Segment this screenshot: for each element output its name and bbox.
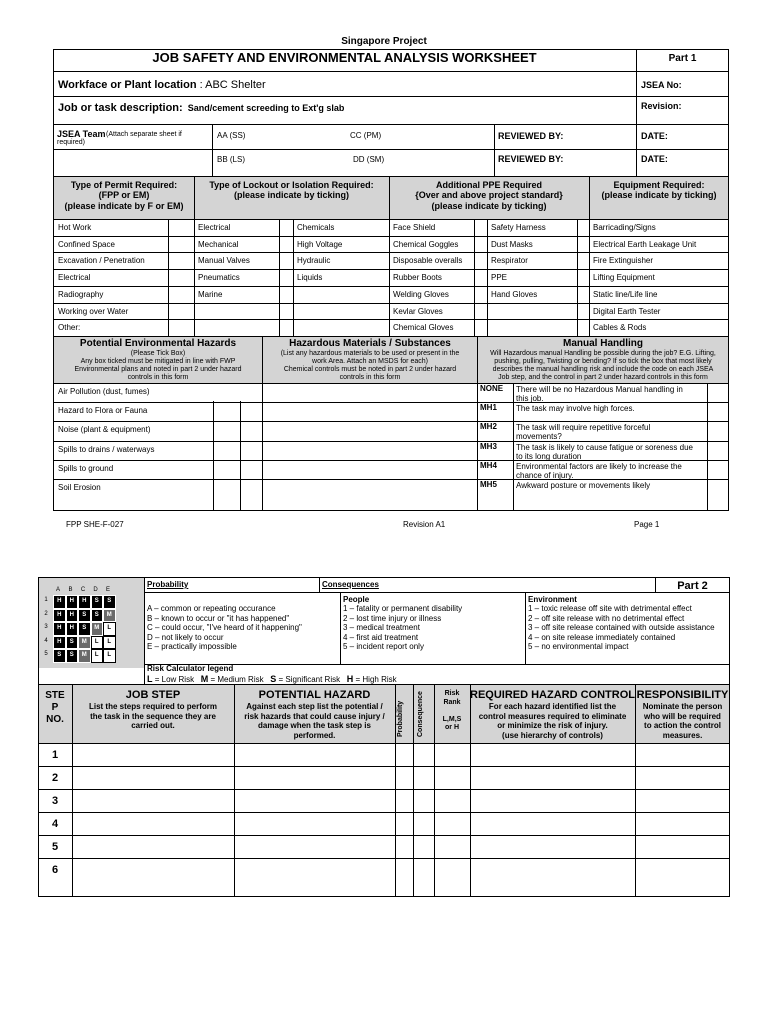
permit-checkbox[interactable] <box>168 269 194 286</box>
ppe-checkbox[interactable] <box>577 236 589 253</box>
env-hazard-item: Soil Erosion <box>58 483 101 492</box>
equipment-item: Cables & Rods <box>593 323 647 333</box>
manual-checkbox[interactable] <box>707 421 728 440</box>
permit-checkbox[interactable] <box>168 236 194 253</box>
responsibility-field[interactable] <box>635 835 730 858</box>
manual-code: MH5 <box>480 480 497 489</box>
responsibility-field[interactable] <box>635 812 730 835</box>
env-hazard-checkbox[interactable] <box>213 460 240 479</box>
lockout-item: Pneumatics <box>198 273 240 283</box>
env-hazard-checkbox[interactable] <box>213 421 240 440</box>
permit-checkbox[interactable] <box>168 303 194 320</box>
manual-checkbox[interactable] <box>707 479 728 498</box>
team-dd: DD (SM) <box>353 155 385 164</box>
matrix-row-label: 4 <box>44 637 48 644</box>
col-control-desc: For each hazard identified list the control measures required to eliminate or minimize the risk of injury. (use hierarchy of controls) <box>478 702 627 740</box>
task-row <box>58 102 344 115</box>
matrix-cell: S <box>78 622 91 636</box>
control-field[interactable] <box>470 743 635 766</box>
col-hazard-desc: Against each step list the potential / risk hazards that could cause injury / damage when the task step is performed. <box>244 702 385 740</box>
hazmat-entry-field[interactable] <box>263 441 477 460</box>
form-revision: Revision A1 <box>403 520 446 529</box>
col-job-step-title: JOB STEP <box>125 689 181 701</box>
manual-description: Environmental factors are likely to increase the <box>516 461 682 471</box>
jsea-no-label: JSEA No: <box>641 80 682 90</box>
matrix-cell: H <box>66 595 79 609</box>
permit-item: Other: <box>58 323 81 333</box>
matrix-cell: H <box>66 622 79 636</box>
permit-item: Excavation / Penetration <box>58 256 145 266</box>
lockout-item: Chemicals <box>297 223 335 232</box>
team-note: (Attach separate sheet if required) <box>57 131 182 146</box>
ppe-header: Additional PPE Required {Over and above project standard} (please indicate by ticking) <box>415 180 563 211</box>
col-step-no: STE P NO. <box>45 690 65 725</box>
control-field[interactable] <box>470 858 635 881</box>
ppe-checkbox[interactable] <box>474 319 487 336</box>
ppe-item: PPE <box>491 273 508 283</box>
manual-description: The task may involve high forces. <box>516 404 635 414</box>
col-consequence: Consequence <box>417 691 424 737</box>
ppe-item: Safety Harness <box>491 223 546 232</box>
equipment-item: Lifting Equipment <box>593 273 655 283</box>
control-field[interactable] <box>470 766 635 789</box>
manual-description: The task will require repetitive forceful <box>516 423 651 433</box>
ppe-checkbox[interactable] <box>577 286 589 303</box>
probability-list: A – common or repeating occurance B – known to occur or "it has happened" C – could occur, "I've heard of it happening" D – not likely to occur E – practically impossible <box>147 604 302 651</box>
team-bb: BB (LS) <box>217 155 246 164</box>
col-risk-rank: Risk Rank L,M,S or H <box>442 690 462 731</box>
control-field[interactable] <box>470 835 635 858</box>
manual-description: The task is likely to cause fatigue or soreness due <box>516 442 693 452</box>
env-hazard-item: Noise (plant & equipment) <box>58 425 151 435</box>
hazmat-entry-field[interactable] <box>263 402 477 421</box>
matrix-cell: L <box>103 622 116 636</box>
manual-checkbox[interactable] <box>707 460 728 479</box>
lockout-item: Liquids <box>297 273 323 283</box>
hazmat-title: Hazardous Materials / Substances <box>289 338 451 349</box>
environment-list: 1 – toxic release off site with detrimental effect 2 – off site release with no detrimental effect 3 – off site release contained with outside assistance 4 – on site release immediately contained 5 – no environmental impact <box>528 604 715 651</box>
risk-legend: L = Low Risk M = Medium Risk S = Significant Risk H = High Risk <box>147 674 397 684</box>
hazard-field[interactable] <box>234 858 395 881</box>
ppe-item: Chemical Goggles <box>393 239 459 249</box>
matrix-cell: L <box>91 649 104 663</box>
location-label: Workface or Plant location <box>58 79 197 91</box>
matrix-row-label: 5 <box>44 651 48 657</box>
matrix-cell: L <box>103 636 116 650</box>
permit-item: Electrical <box>58 273 91 283</box>
ppe-item: Welding Gloves <box>393 289 449 299</box>
step-number: 4 <box>51 818 59 830</box>
manual-code: NONE <box>480 384 504 393</box>
matrix-col-label: B <box>68 587 73 593</box>
equipment-item: Electrical Earth Leakage Unit <box>593 239 697 249</box>
equipment-item: Barricading/Signs <box>593 223 656 232</box>
matrix-cell: S <box>103 595 116 609</box>
col-hazard-title: POTENTIAL HAZARD <box>258 689 371 701</box>
ppe-checkbox[interactable] <box>577 252 589 269</box>
ppe-checkbox[interactable] <box>474 286 487 303</box>
matrix-cell: M <box>91 622 104 636</box>
consequences-label: Consequences <box>322 580 379 589</box>
hazmat-entry-field[interactable] <box>263 460 477 479</box>
reviewed-by-1: REVIEWED BY: <box>498 131 564 141</box>
manual-code: MH2 <box>480 422 497 432</box>
col-probability: Probability <box>397 700 404 737</box>
env-hazard-item: Air Pollution (dust, fumes) <box>58 387 150 396</box>
manual-description: Awkward posture or movements likely <box>516 481 651 490</box>
people-list: 1 – fatality or permanent disability 2 – lost time injury or illness 3 – medical treatment 4 – first aid treatment 5 – incident report only <box>343 604 463 651</box>
permit-item: Confined Space <box>58 239 115 249</box>
manual-title: Manual Handling <box>563 338 643 349</box>
hazmat-entry-field[interactable] <box>263 421 477 440</box>
lockout-checkbox[interactable] <box>279 269 293 286</box>
hazmat-entry-field[interactable] <box>263 479 477 498</box>
matrix-cell: S <box>66 649 79 663</box>
manual-description: movements? <box>516 432 562 442</box>
lockout-item: Marine <box>198 289 223 299</box>
lockout-header: Type of Lockout or Isolation Required: (please indicate by ticking) <box>209 180 374 201</box>
reviewed-by-2: REVIEWED BY: <box>498 154 564 164</box>
ppe-checkbox[interactable] <box>577 219 589 236</box>
env-hazard-checkbox[interactable] <box>213 383 240 402</box>
form-number: FPP SHE-F-027 <box>66 520 124 529</box>
env-hazard-checkbox[interactable] <box>213 402 240 421</box>
worksheet-title: JOB SAFETY AND ENVIRONMENTAL ANALYSIS WORKSHEET <box>152 50 537 65</box>
step-number: 6 <box>51 864 59 876</box>
hazmat-note: (List any hazardous materials to be used or present in the work Area. Attach an MSDS for each) Chemical controls must be noted in part 2 under hazard controls in this form <box>280 350 460 381</box>
matrix-cell: M <box>78 636 91 650</box>
ppe-item: Dust Masks <box>491 239 533 249</box>
control-field[interactable] <box>470 789 635 812</box>
control-field[interactable] <box>470 812 635 835</box>
ppe-checkbox[interactable] <box>474 269 487 286</box>
env-title: Potential Environmental Hazards <box>79 338 237 349</box>
equipment-item: Fire Extinguisher <box>593 256 654 266</box>
task-label: Job or task description: <box>58 102 183 114</box>
manual-note: Will Hazardous manual Handling be possible during the job? E.G. Lifting, pushing, pulling, Twisting or bending? If so tick the box that most likely describes the manual handling risk and include the code on each JSEA Job step, and the control in part 2 under hazard controls in this form <box>490 350 716 381</box>
ppe-checkbox[interactable] <box>474 236 487 253</box>
matrix-cell: S <box>91 595 104 609</box>
manual-checkbox[interactable] <box>707 441 728 460</box>
team-aa: AA (SS) <box>217 131 246 140</box>
date-1: DATE: <box>641 131 668 141</box>
lockout-checkbox[interactable] <box>279 319 293 336</box>
probability-label: Probability <box>147 580 189 589</box>
lockout-item: High Voltage <box>297 239 343 249</box>
equipment-header: Equipment Required: (please indicate by ticking) <box>601 180 717 201</box>
hazard-field[interactable] <box>234 789 395 812</box>
equipment-item: Digital Earth Tester <box>593 306 661 316</box>
matrix-col-label: A <box>55 587 60 593</box>
matrix-col-label: D <box>93 587 98 593</box>
ppe-checkbox[interactable] <box>474 219 487 236</box>
col-resp-desc: Nominate the person who will be required to action the control measures. <box>642 702 723 740</box>
task-value: Sand/cement screeding to Ext'g slab <box>187 103 345 113</box>
ppe-checkbox[interactable] <box>577 303 589 320</box>
people-label: People <box>343 595 370 604</box>
ppe-item: Disposable overalls <box>393 256 463 266</box>
job-step-field[interactable] <box>72 835 234 858</box>
lockout-checkbox[interactable] <box>279 252 293 269</box>
matrix-cell: H <box>53 622 66 636</box>
lockout-checkbox[interactable] <box>279 236 293 253</box>
matrix-cell: S <box>66 636 79 650</box>
environment-label: Environment <box>528 595 577 604</box>
hazard-field[interactable] <box>234 812 395 835</box>
permit-item: Working over Water <box>58 306 129 316</box>
matrix-cell: H <box>78 595 91 609</box>
responsibility-field[interactable] <box>635 743 730 766</box>
matrix-cell: H <box>53 636 66 650</box>
job-step-field[interactable] <box>72 812 234 835</box>
step-number: 5 <box>51 841 59 853</box>
ppe-item: Respirator <box>491 256 528 266</box>
ppe-item: Face Shield <box>393 223 436 232</box>
permit-checkbox[interactable] <box>168 319 194 336</box>
team-label: JSEA Team <box>57 129 106 139</box>
lockout-checkbox[interactable] <box>279 219 293 236</box>
step-number: 3 <box>51 795 59 807</box>
manual-description: There will be no Hazardous Manual handling in <box>516 385 683 394</box>
matrix-cell: S <box>78 609 91 623</box>
page-number: Page 1 <box>634 520 660 529</box>
permit-checkbox[interactable] <box>168 219 194 236</box>
matrix-row-label: 1 <box>44 597 48 603</box>
matrix-cell: H <box>53 595 66 609</box>
lockout-checkbox[interactable] <box>279 303 293 320</box>
matrix-cell: M <box>103 609 116 623</box>
hazard-field[interactable] <box>234 743 395 766</box>
revision-label: Revision: <box>641 101 682 111</box>
step-number: 2 <box>51 772 59 784</box>
lockout-item: Mechanical <box>198 239 239 249</box>
legend-title: Risk Calculator legend <box>147 664 234 673</box>
ppe-item: Chemical Gloves <box>393 323 454 333</box>
matrix-col-label: C <box>80 587 86 593</box>
env-hazard-checkbox[interactable] <box>213 479 240 498</box>
permit-checkbox[interactable] <box>168 252 194 269</box>
ppe-checkbox[interactable] <box>474 303 487 320</box>
date-2: DATE: <box>641 154 668 164</box>
step-number: 1 <box>51 749 59 761</box>
manual-checkbox[interactable] <box>707 402 728 421</box>
ppe-item: Kevlar Gloves <box>393 306 443 316</box>
equipment-item: Static line/Life line <box>593 289 658 299</box>
manual-description: this job. <box>516 394 544 403</box>
manual-description: chance of injury. <box>516 470 574 480</box>
matrix-cell: H <box>66 609 79 623</box>
matrix-cell: H <box>53 609 66 623</box>
matrix-cell: S <box>53 649 66 663</box>
responsibility-field[interactable] <box>635 766 730 789</box>
matrix-cell: L <box>103 649 116 663</box>
part1-label: Part 1 <box>668 53 697 64</box>
lockout-checkbox[interactable] <box>279 286 293 303</box>
env-hazard-item: Spills to ground <box>58 463 114 473</box>
matrix-col-label: E <box>105 587 110 593</box>
ppe-item: Hand Gloves <box>491 289 538 299</box>
responsibility-field[interactable] <box>635 789 730 812</box>
manual-checkbox[interactable] <box>707 383 728 402</box>
col-resp-title: RESPONSIBILITY <box>636 689 729 701</box>
location-row <box>58 79 266 92</box>
part2-label: Part 2 <box>677 580 708 592</box>
col-job-step-desc: List the steps required to perform the task in the sequence they are carried out. <box>88 702 218 730</box>
permit-item: Hot Work <box>58 223 92 232</box>
ppe-item: Rubber Boots <box>393 273 442 283</box>
permit-header: Type of Permit Required: (FPP or EM) (please indicate by F or EM) <box>64 180 184 211</box>
matrix-cell: M <box>78 649 91 663</box>
permit-item: Radiography <box>58 289 104 299</box>
env-note: (Please Tick Box) Any box ticked must be mitigated in line with FWP Environmental plans and noted in part 2 under hazard controls in this form <box>74 350 242 381</box>
env-hazard-checkbox[interactable] <box>213 441 240 460</box>
lockout-item: Electrical <box>198 223 231 232</box>
project-name: Singapore Project <box>341 36 427 47</box>
manual-code: MH3 <box>480 441 497 451</box>
matrix-cell: S <box>91 609 104 623</box>
env-hazard-item: Spills to drains / waterways <box>58 444 155 454</box>
ppe-checkbox[interactable] <box>474 252 487 269</box>
team-cc: CC (PM) <box>350 131 382 140</box>
col-control-title: REQUIRED HAZARD CONTROL <box>470 689 635 701</box>
hazard-field[interactable] <box>234 835 395 858</box>
ppe-checkbox[interactable] <box>577 319 589 336</box>
location-value: : ABC Shelter <box>199 79 266 91</box>
job-step-field[interactable] <box>72 858 234 881</box>
hazmat-entry-field[interactable] <box>263 383 477 402</box>
lockout-item: Manual Valves <box>198 256 250 266</box>
matrix-row-label: 3 <box>44 624 48 630</box>
env-hazard-item: Hazard to Flora or Fauna <box>58 406 148 416</box>
permit-checkbox[interactable] <box>168 286 194 303</box>
job-step-field[interactable] <box>72 789 234 812</box>
manual-code: MH4 <box>480 460 497 470</box>
matrix-cell: L <box>91 636 104 650</box>
matrix-row-label: 2 <box>44 610 48 617</box>
responsibility-field[interactable] <box>635 858 730 881</box>
manual-code: MH1 <box>480 403 497 413</box>
job-step-field[interactable] <box>72 766 234 789</box>
hazard-field[interactable] <box>234 766 395 789</box>
ppe-checkbox[interactable] <box>577 269 589 286</box>
lockout-item: Hydraulic <box>297 256 331 266</box>
job-step-field[interactable] <box>72 743 234 766</box>
manual-description: to its long duration <box>516 451 582 461</box>
